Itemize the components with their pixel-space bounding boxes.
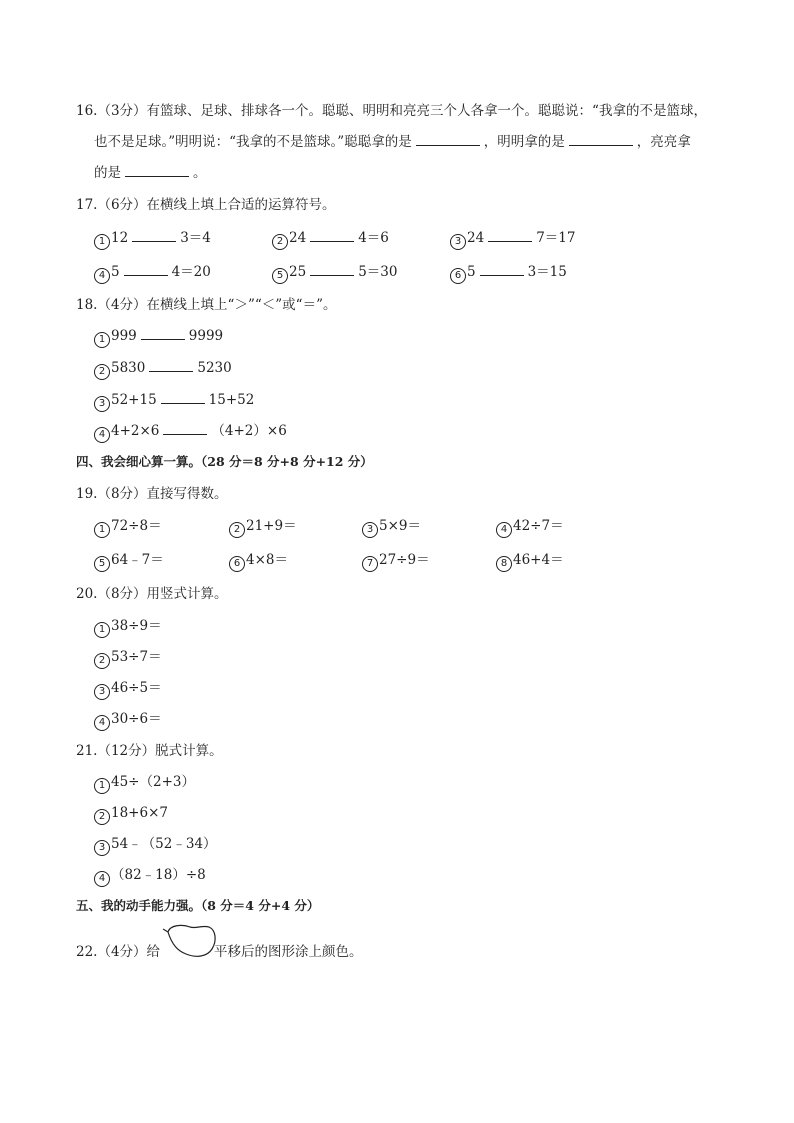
circled-number: 4: [94, 715, 110, 731]
circled-number: 3: [94, 684, 110, 700]
circled-number: 4: [496, 522, 512, 538]
q21-expr: 18+6×7: [111, 805, 168, 821]
circled-number: 4: [94, 871, 110, 887]
q17-item-6: [450, 262, 567, 284]
q21-item-1: [94, 772, 195, 794]
q21-expr: 54﹣（52﹣34）: [111, 836, 217, 852]
answer-blank[interactable]: [125, 164, 189, 177]
q16-text-2c: ，亮亮拿: [636, 134, 691, 150]
circled-number: 1: [94, 522, 110, 538]
q17-operand-b: 3＝15: [527, 264, 567, 280]
q16-text-2a: 也不是足球。”明明说：“我拿的不是篮球。”聪聪拿的是: [94, 134, 412, 150]
q22-suffix: 平移后的图形涂上颜色。: [214, 944, 363, 960]
q19-item-5: [94, 550, 164, 572]
q18-left: 999: [111, 328, 137, 344]
section-5-heading: 五、我的动手能力强。（8 分＝4 分+4 分）: [76, 898, 320, 913]
circled-number: 4: [94, 268, 110, 284]
q21-item-2: [94, 803, 168, 825]
circled-number: 2: [94, 364, 110, 380]
q17-operand-a: 24: [467, 230, 485, 246]
q17-item-2: [272, 228, 389, 250]
q20-item-4: [94, 709, 162, 731]
circled-number: 8: [496, 556, 512, 572]
answer-blank[interactable]: [163, 422, 207, 435]
q21-expr: （82﹣18）÷8: [111, 867, 206, 883]
circled-number: 2: [272, 234, 288, 250]
q17-item-4: [94, 262, 211, 284]
q17-operand-b: 4＝6: [358, 230, 389, 246]
q17-item-5: [272, 262, 397, 284]
q19-expr: 46+4＝: [513, 552, 564, 568]
q19-item-7: [362, 550, 430, 572]
q18-right: 5230: [197, 360, 232, 376]
q17-item-1: [94, 228, 211, 250]
q16-line2: [94, 132, 691, 152]
q18-item-3: [94, 390, 254, 412]
q17-operand-b: 5＝30: [358, 264, 398, 280]
q21-item-4: [94, 865, 206, 887]
q17-operand-a: 25: [289, 264, 307, 280]
q20-expr: 38÷9＝: [111, 618, 162, 634]
answer-blank[interactable]: [416, 133, 480, 146]
q18-left: 4+2×6: [111, 423, 160, 439]
answer-blank[interactable]: [132, 229, 176, 242]
answer-blank[interactable]: [569, 133, 633, 146]
circled-number: 3: [94, 396, 110, 412]
circled-number: 1: [94, 332, 110, 348]
q19-item-4: [496, 516, 564, 538]
q18-title: 18.（4分）在横线上填上“＞”“＜”或“＝”。: [76, 297, 337, 313]
q20-expr: 53÷7＝: [111, 649, 162, 665]
q19-item-8: [496, 550, 564, 572]
q20-expr: 46÷5＝: [111, 680, 162, 696]
q18-item-2: [94, 358, 232, 380]
q18-right: （4+2）×6: [211, 423, 287, 439]
circled-number: 6: [450, 268, 466, 284]
q19-expr: 42÷7＝: [513, 518, 564, 534]
q17-title: 17.（6分）在横线上填上合适的运算符号。: [76, 197, 336, 213]
q17-operand-a: 12: [111, 230, 129, 246]
circled-number: 7: [362, 556, 378, 572]
q16-text-1: 16.（3分）有篮球、足球、排球各一个。聪聪、明明和亮亮三个人各拿一个。聪聪说：“我拿的不是篮球，: [76, 103, 707, 119]
answer-blank[interactable]: [149, 359, 193, 372]
q20-item-2: [94, 647, 162, 669]
q16-text-2b: ，明明拿的是: [483, 134, 565, 150]
answer-blank[interactable]: [161, 391, 205, 404]
q19-expr: 5×9＝: [379, 518, 421, 534]
q20-item-1: [94, 616, 162, 638]
answer-blank[interactable]: [488, 229, 532, 242]
circled-number: 2: [94, 809, 110, 825]
q19-title: 19.（8分）直接写得数。: [76, 486, 228, 502]
q17-operand-a: 24: [289, 230, 307, 246]
q20-title: 20.（8分）用竖式计算。: [76, 586, 228, 602]
q17-item-3: [450, 228, 575, 250]
q19-item-3: [362, 516, 421, 538]
q19-item-6: [229, 550, 288, 572]
q21-expr: 45÷（2+3）: [111, 774, 195, 790]
q19-item-1: [94, 516, 162, 538]
circled-number: 3: [450, 234, 466, 250]
q16-text-3a: 的是: [94, 165, 121, 181]
answer-blank[interactable]: [310, 229, 354, 242]
q17-operand-b: 4＝20: [171, 264, 211, 280]
q18-right: 9999: [188, 328, 224, 344]
q18-item-1: [94, 326, 223, 348]
answer-blank[interactable]: [124, 263, 168, 276]
circled-number: 1: [94, 622, 110, 638]
circled-number: 1: [94, 234, 110, 250]
q19-expr: 21+9＝: [246, 518, 297, 534]
q19-expr: 64﹣7＝: [111, 552, 164, 568]
circled-number: 5: [272, 268, 288, 284]
q17-operand-b: 3＝4: [180, 230, 211, 246]
q20-item-3: [94, 678, 162, 700]
answer-blank[interactable]: [310, 263, 354, 276]
circled-number: 3: [94, 840, 110, 856]
q20-expr: 30÷6＝: [111, 711, 162, 727]
q21-title: 21.（12分）脱式计算。: [76, 743, 223, 759]
circled-number: 5: [94, 556, 110, 572]
circled-number: 6: [229, 556, 245, 572]
q17-operand-a: 5: [111, 264, 120, 280]
q18-left: 52+15: [111, 392, 157, 408]
q19-item-2: [229, 516, 297, 538]
circled-number: 2: [94, 653, 110, 669]
circled-number: 2: [229, 522, 245, 538]
circled-number: 3: [362, 522, 378, 538]
q19-expr: 72÷8＝: [111, 518, 162, 534]
q18-item-4: [94, 421, 287, 443]
q17-operand-b: 7＝17: [536, 230, 576, 246]
q21-item-3: [94, 834, 217, 856]
q16-line3: [94, 163, 207, 183]
answer-blank[interactable]: [480, 263, 524, 276]
q16-text-3b: 。: [193, 165, 207, 181]
q16-line1: [76, 101, 707, 121]
circled-number: 4: [94, 427, 110, 443]
answer-blank[interactable]: [141, 327, 185, 340]
q22-prefix: 22.（4分）给: [76, 944, 161, 960]
q19-expr: 27÷9＝: [379, 552, 430, 568]
q17-operand-a: 5: [467, 264, 476, 280]
pear-outline-icon: [160, 923, 218, 959]
circled-number: 1: [94, 778, 110, 794]
q18-right: 15+52: [208, 392, 255, 408]
q18-left: 5830: [111, 360, 146, 376]
section-4-heading: 四、我会细心算一算。（28 分＝8 分+8 分+12 分）: [76, 454, 373, 469]
q19-expr: 4×8＝: [246, 552, 288, 568]
